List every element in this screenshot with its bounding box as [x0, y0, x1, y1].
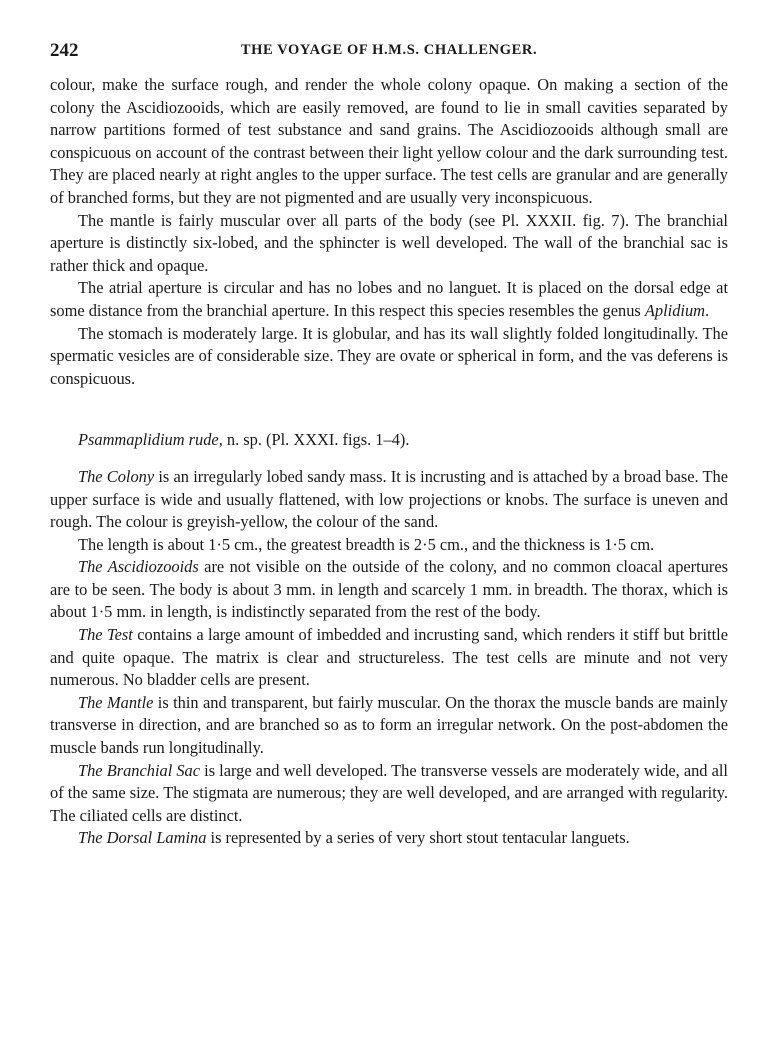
- paragraph: [50, 760, 728, 828]
- paragraph: The stomach is moderately large. It is globular, and has its wall slightly folded longitudinally. The spermatic vesicles are of considerable size. They are ovate or spherical in form, and the vas deferens is conspicuous.: [50, 323, 728, 388]
- paragraph-text: .: [704, 300, 710, 320]
- paragraph-text: are not visible on the outside of the colony, and no common cloacal apertures are to be seen. The body is about 3 mm. in length and scarcely 1 mm. in breadth. The thorax, which is about 1·5 mm. in length, is indistinctly separated from the rest of the body.: [50, 557, 728, 622]
- paragraph: [50, 466, 728, 534]
- paragraph: The mantle is fairly muscular over all parts of the body (see Pl. XXXII. fig. 7). The branchial aperture is distinctly six-lobed, and the sphincter is well developed. The wall of the branchial sac is rather thick and opaque.: [50, 210, 728, 275]
- paragraph-text: The length is about 1·5 cm., the greatest breadth is 2·5 cm., and the thickness is 1·5 cm.: [78, 534, 655, 554]
- species-heading-rest: , n. sp. (Pl. XXXI. figs. 1–4).: [218, 430, 410, 450]
- paragraph-text: is represented by a series of very short stout tentacular languets.: [206, 828, 630, 848]
- section-lead: The Dorsal Lamina: [78, 828, 207, 848]
- page: [50, 40, 728, 850]
- paragraph: [50, 692, 728, 760]
- species-name: Psammaplidium rude: [78, 430, 219, 450]
- section-lead: The Ascidiozooids: [78, 557, 199, 577]
- paragraph: [50, 534, 728, 557]
- section-lead: The Branchial Sac: [78, 760, 201, 780]
- species-heading: [50, 429, 728, 452]
- paragraph: [50, 624, 728, 692]
- page-header: [50, 40, 728, 68]
- section-lead: The Test: [78, 625, 133, 645]
- paragraph: [50, 277, 728, 322]
- paragraph-text: The atrial aperture is circular and has no lobes and no languet. It is placed on the dorsal edge at some distance from the branchial aperture. In this respect this species resembles the genus: [50, 278, 728, 320]
- intro-text: [50, 74, 728, 390]
- paragraph: [50, 556, 728, 624]
- paragraph-text: contains a large amount of imbedded and incrusting sand, which renders it stiff but brittle and quite opaque. The matrix is clear and structureless. The test cells are minute and not very numerous. No bladder cells are present.: [50, 625, 728, 690]
- paragraph-text: is an irregularly lobed sandy mass. It is incrusting and is attached by a broad base. The upper surface is wide and usually flattened, with low projections or knobs. The surface is uneven and rough. The colour is greyish-yellow, the colour of the sand.: [50, 466, 729, 532]
- paragraph-text: is large and well developed. The transverse vessels are moderately wide, and all of the same size. The stigmata are numerous; they are well developed, and are arranged with regularity. The ciliated cells are distinct.: [50, 760, 728, 825]
- section-lead: The Colony: [78, 466, 155, 486]
- paragraph: colour, make the surface rough, and render the whole colony opaque. On making a section of the colony the Ascidiozooids, which are easily removed, are found to lie in small cavities separated by narrow partitions formed of test substance and sand grains. The Ascidiozooids although small are conspicuous on account of the contrast between their light yellow colour and the dark surrounding test. They are placed nearly at right angles to the upper surface. The test cells are granular and are generally of branched forms, but they are not pigmented and are usually very inconspicuous.: [50, 75, 728, 207]
- section-lead: The Mantle: [78, 692, 154, 712]
- paragraph-text: is thin and transparent, but fairly muscular. On the thorax the muscle bands are mainly transverse in direction, and are branched so as to form an irregular network. On the post-abdomen the muscle bands run longitudinally.: [50, 692, 728, 758]
- paragraph: [50, 827, 728, 850]
- species-description: [50, 466, 728, 850]
- page-number: 242: [50, 40, 79, 61]
- running-head: THE VOYAGE OF H.M.S. CHALLENGER.: [240, 42, 538, 58]
- genus-name: Aplidium: [644, 300, 705, 320]
